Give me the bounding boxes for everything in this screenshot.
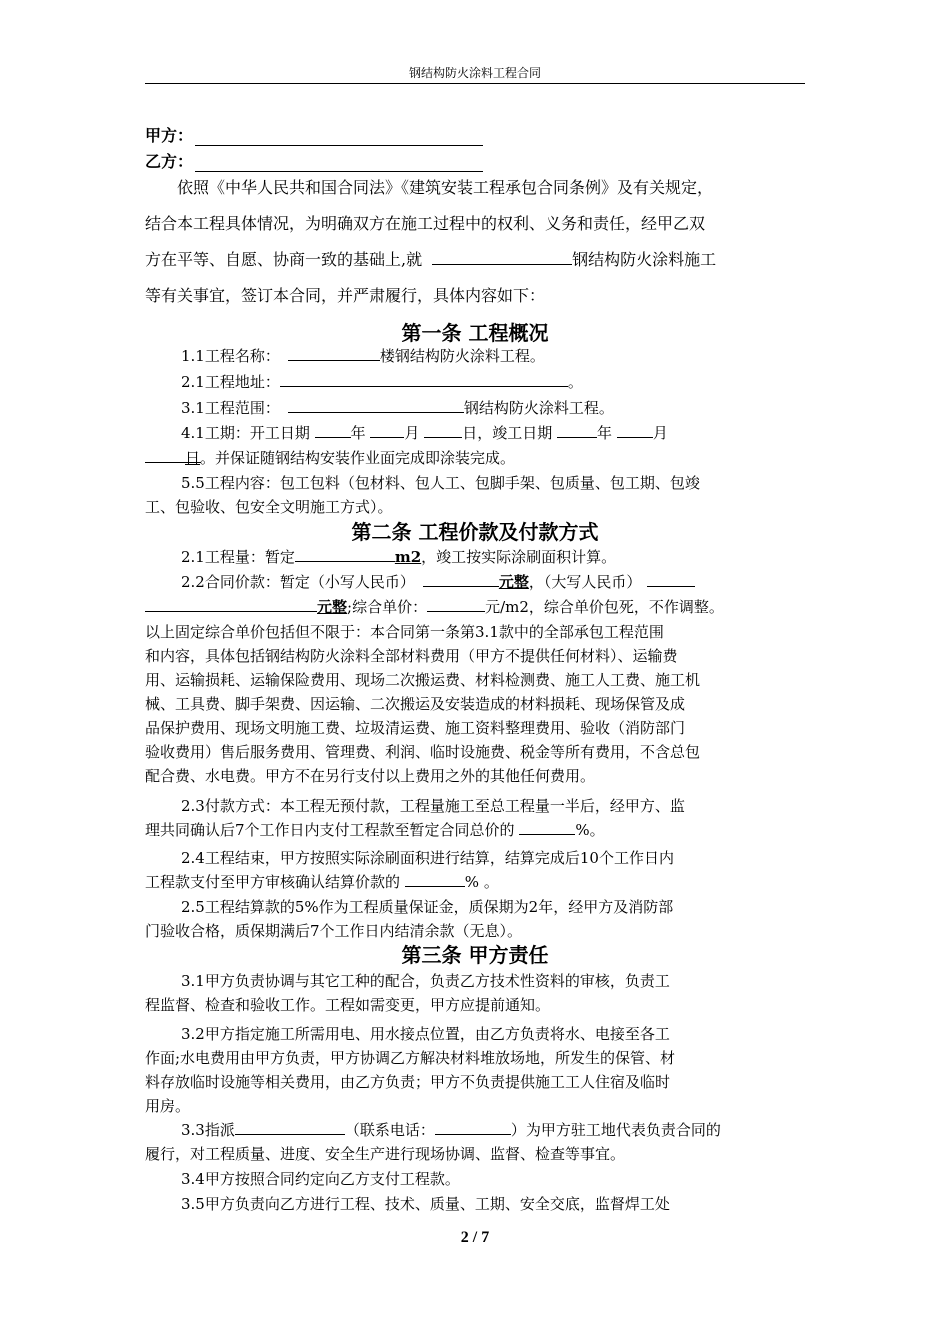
party-b-label: 乙方：: [145, 152, 194, 171]
intro-line-3: [145, 242, 809, 278]
art2-body-3: 用、运输损耗、运输保险费用、现场二次搬运费、材料检测费、施工人工费、施工机: [145, 671, 701, 689]
header-rule: [145, 83, 805, 84]
t: ，（大写人民币）: [528, 573, 642, 591]
art3-line-32a: 3.2甲方指定施工所需用电、用水接点位置，由乙方负责将水、电接至各工: [181, 1025, 670, 1043]
t: % 。: [464, 873, 499, 891]
art2-body-5: 品保护费用、现场文明施工费、垃圾清运费、施工资料整理费用、验收（消防部门: [145, 719, 686, 737]
article-1-title: 第一条 工程概况: [401, 321, 549, 345]
intro-line-3-tail: 钢结构防火涂料施工: [572, 250, 717, 269]
art2-line-1: [181, 545, 845, 569]
t: 。: [567, 373, 583, 391]
blank: [617, 421, 653, 438]
blank: [295, 545, 395, 562]
blank: [423, 570, 499, 587]
t: 。并保证随钢结构安装作业面完成即涂装完成。: [200, 449, 516, 467]
art2-line-24b: [145, 870, 809, 894]
page-number: 2 / 7: [460, 1229, 490, 1246]
art3-line-33a: [181, 1118, 845, 1142]
t: 日，竣工日期: [462, 424, 553, 442]
t: 年: [597, 424, 613, 442]
t: 月: [652, 424, 668, 442]
t: 元/m2，综合单价包死，不作调整。: [485, 598, 724, 616]
t: 2.1工程地址：: [181, 373, 280, 391]
t: 月: [404, 424, 420, 442]
art2-line-25a: 2.5工程结算款的5%作为工程质量保证金，质保期为2年，经甲方及消防部: [181, 898, 674, 916]
art2-line-25b: 门验收合格，质保期满后7个工作日内结清余款（无息）。: [145, 922, 523, 940]
blank: [370, 421, 404, 438]
art1-line-4: [181, 421, 845, 445]
art2-line-2: [181, 570, 845, 594]
art2-line-23b: [145, 818, 809, 842]
blank: [557, 421, 597, 438]
art2-body-7: 配合费、水电费。甲方不在另行支付以上费用之外的其他任何费用。: [145, 767, 596, 785]
t: 日: [185, 449, 201, 467]
art2-body-4: 械、工具费、脚手架费、因运输、二次搬运及安装造成的材料损耗、现场保管及成: [145, 695, 686, 713]
art2-body-6: 验收费用）售后服务费用、管理费、利润、临时设施费、税金等所有费用，不含总包: [145, 743, 701, 761]
t: %。: [575, 821, 605, 839]
t: 2.2合同价款：暂定（小写人民币）: [181, 573, 415, 591]
t: 年: [350, 424, 366, 442]
art3-line-32c: 料存放临时设施等相关费用，由乙方负责；甲方不负责提供施工工人住宿及临时: [145, 1073, 671, 1091]
art1-line-5b: 工、包验收、包安全文明施工方式）。: [145, 498, 393, 516]
art3-line-35: 3.5甲方负责向乙方进行工程、技术、质量、工期、安全交底，监督焊工处: [181, 1195, 670, 1213]
t: 1.1工程名称：: [181, 347, 280, 365]
article-3-title: 第三条 甲方责任: [401, 943, 549, 967]
page-header: 钢结构防火涂料工程合同: [408, 66, 541, 80]
blank: [427, 595, 485, 612]
t: 理共同确认后7个工作日内支付工程款至暂定合同总价的: [145, 821, 515, 839]
art3-line-32b: 作面;水电费用由甲方负责，甲方协调乙方解决材料堆放场地，所发生的保管、材: [145, 1049, 676, 1067]
intro-line-2: 结合本工程具体情况，为明确双方在施工过程中的权利、义务和责任，经甲乙双: [145, 214, 706, 233]
t: 工程款支付至甲方审核确认结算价款的: [145, 873, 401, 891]
art2-line-23a: 2.3付款方式：本工程无预付款，工程量施工至总工程量一半后，经甲方、监: [181, 797, 685, 815]
blank: [235, 1118, 345, 1135]
art2-line-24a: 2.4工程结束，甲方按照实际涂刷面积进行结算，结算完成后10个工作日内: [181, 849, 674, 867]
blank: [647, 570, 695, 587]
art3-line-33b: 履行，对工程质量、进度、安全生产进行现场协调、监督、检查等事宜。: [145, 1145, 626, 1163]
art1-line-1: [181, 344, 845, 368]
t: m2: [394, 548, 422, 566]
art2-line-3: [145, 595, 809, 619]
blank: [519, 818, 575, 835]
blank: [315, 421, 351, 438]
project-blank: [432, 248, 572, 265]
intro-line-1: 依照《中华人民共和国合同法》《建筑安装工程承包合同条例》及有关规定，: [177, 178, 714, 197]
t: （联系电话：: [344, 1121, 435, 1139]
art2-body-2: 和内容，具体包括钢结构防火涂料全部材料费用（甲方不提供任何材料）、运输费: [145, 647, 678, 665]
t: 3.1工程范围：: [181, 399, 280, 417]
blank: [435, 1118, 511, 1135]
t: ）为甲方驻工地代表负责合同的: [510, 1121, 721, 1139]
art1-line-2: [181, 370, 845, 394]
party-b-line: [145, 152, 483, 172]
t: 3.3指派: [181, 1121, 235, 1139]
t: 元整: [317, 598, 348, 616]
blank: [288, 396, 464, 413]
blank: [424, 421, 462, 438]
blank: [145, 446, 185, 462]
blank: [288, 344, 380, 361]
art2-body-1: 以上固定综合单价包括但不限于：本合同第一条第3.1款中的全部承包工程范围: [145, 623, 664, 641]
art3-line-32d: 用房。: [145, 1097, 191, 1115]
blank: [280, 370, 568, 387]
blank: [405, 870, 465, 887]
intro-line-3-text: 方在平等、自愿、协商一致的基础上,就: [145, 250, 423, 269]
art3-line-34: 3.4甲方按照合同约定向乙方支付工程款。: [181, 1170, 460, 1188]
t: 4.1工期：开工日期: [181, 424, 310, 442]
art3-line-31b: 程监督、检查和验收工作。工程如需变更，甲方应提前通知。: [145, 996, 551, 1014]
party-a-label: 甲方：: [145, 126, 194, 145]
t: 钢结构防火涂料工程。: [463, 399, 614, 417]
blank: [145, 595, 317, 612]
party-a-line: [145, 126, 483, 146]
art1-line-4b: [145, 446, 809, 470]
t: ;综合单价：: [347, 598, 428, 616]
art1-line-3: [181, 396, 845, 420]
intro-line-4: 等有关事宜，签订本合同，并严肃履行，具体内容如下：: [145, 286, 546, 305]
article-2-title: 第二条 工程价款及付款方式: [351, 520, 599, 544]
t: 楼钢结构防火涂料工程。: [379, 347, 545, 365]
art1-line-5a: 5.5工程内容：包工包料（包材料、包人工、包脚手架、包质量、包工期、包竣: [181, 474, 700, 492]
t: 元整: [498, 573, 529, 591]
t: 2.1工程量：暂定: [181, 548, 295, 566]
party-a-blank: [195, 130, 483, 146]
art3-line-31a: 3.1甲方负责协调与其它工种的配合，负责乙方技术性资料的审核，负责工: [181, 972, 670, 990]
t: ，竣工按实际涂刷面积计算。: [421, 548, 617, 566]
